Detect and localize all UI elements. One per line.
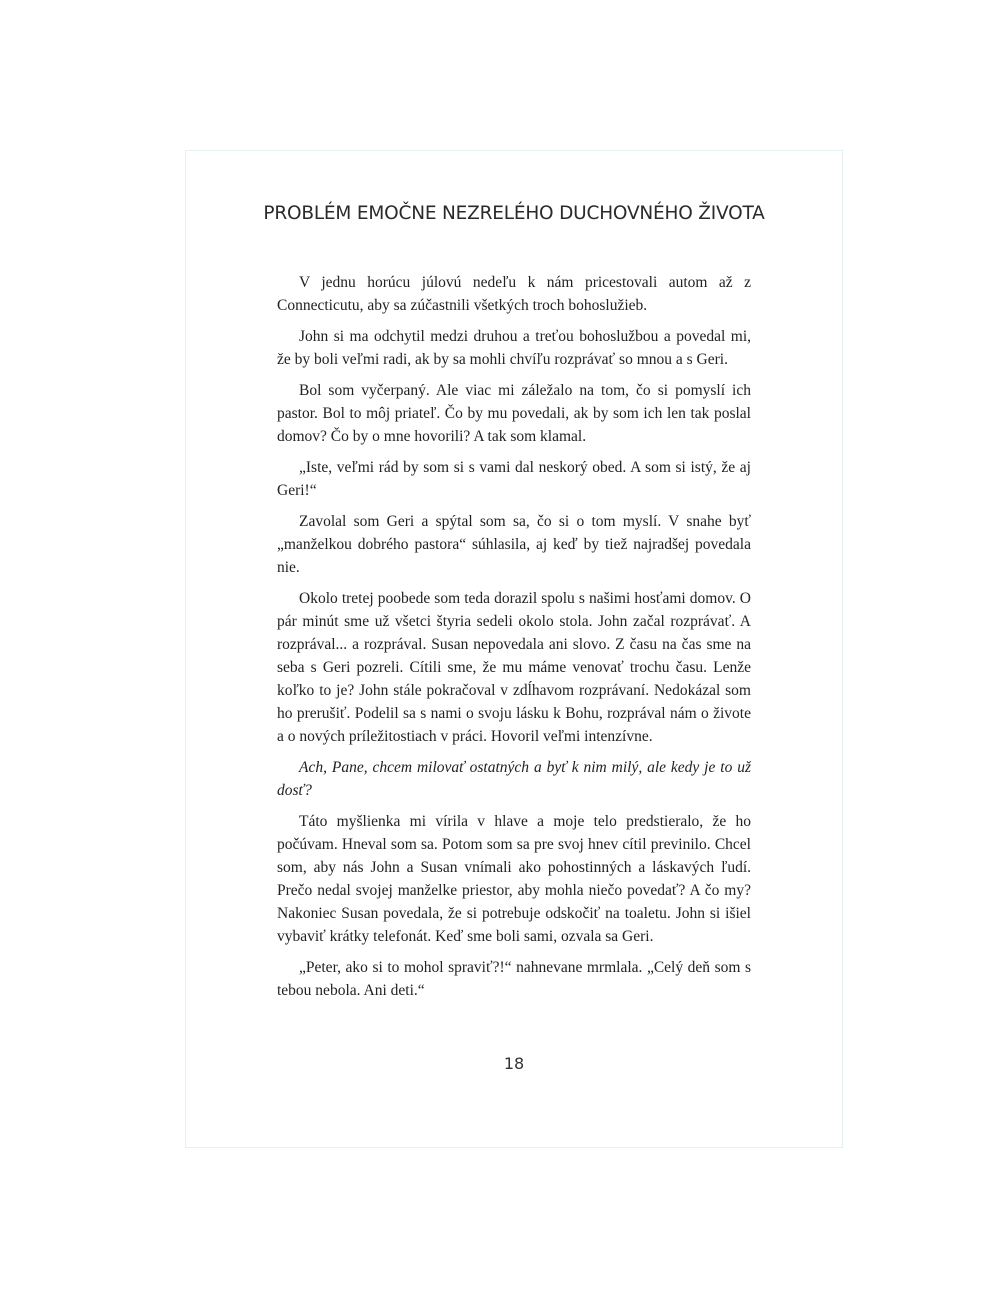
paragraph: „Peter, ako si to mohol spraviť?!“ nahnevane mrmlala. „Celý deň som s tebou nebola. Ani deti.“ <box>277 959 751 999</box>
paragraph: Táto myšlienka mi vírila v hlave a moje telo predstieralo, že ho počúvam. Hneval som sa. Potom som sa pre svoj hnev cítil previnilo. Chcel som, aby nás John a Susan vnímali ako pohostinných a láskavých ľudí. Prečo nedal svojej manželke priestor, aby mohla niečo povedať? A čo my? Nakoniec Susan povedala, že si potrebuje odskočiť na toaletu. John si išiel vybaviť krátky telefonát. Keď sme boli sami, ozvala sa Geri. <box>277 813 751 945</box>
paragraph: „Iste, veľmi rád by som si s vami dal neskorý obed. A som si istý, že aj Geri!“ <box>277 459 751 499</box>
paragraph: V jednu horúcu júlovú nedeľu k nám pricestovali autom až z Connecticutu, aby sa zúčastnili všetkých troch bohoslužieb. <box>277 274 751 314</box>
paragraph: Bol som vyčerpaný. Ale viac mi záležalo na tom, čo si pomyslí ich pastor. Bol to môj priateľ. Čo by mu povedali, ak by som ich len tak poslal domov? Čo by o mne hovorili? A tak som klamal. <box>277 382 751 445</box>
italic-paragraph: Ach, Pane, chcem milovať ostatných a byť k nim milý, ale kedy je to už dosť? <box>277 759 751 799</box>
page-number: 18 <box>503 1054 525 1073</box>
chapter-title: PROBLÉM EMOČNE NEZRELÉHO DUCHOVNÉHO ŽIVOTA <box>263 203 765 224</box>
paragraph: Zavolal som Geri a spýtal som sa, čo si o tom myslí. V snahe byť „manželkou dobrého pastora“ súhlasila, aj keď by tiež najradšej povedala nie. <box>277 513 751 576</box>
body-text <box>277 271 751 1010</box>
paragraph: John si ma odchytil medzi druhou a treťou bohoslužbou a povedal mi, že by boli veľmi radi, ak by sa mohli chvíľu rozprávať so mnou a s Geri. <box>277 328 751 368</box>
paragraph: Okolo tretej poobede som teda dorazil spolu s našimi hosťami domov. O pár minút sme už všetci štyria sedeli okolo stola. John začal rozprávať. A rozprával... a rozprával. Susan nepovedala ani slovo. Z času na čas sme na seba s Geri pozreli. Cítili sme, že mu máme venovať trochu času. Lenže koľko to je? John stále pokračoval v zdĺhavom rozprávaní. Nedokázal som ho prerušiť. Podelil sa s nami o svoju lásku k Bohu, rozprával nám o živote a o nových príležitostiach v práci. Hovoril veľmi intenzívne. <box>277 590 751 745</box>
